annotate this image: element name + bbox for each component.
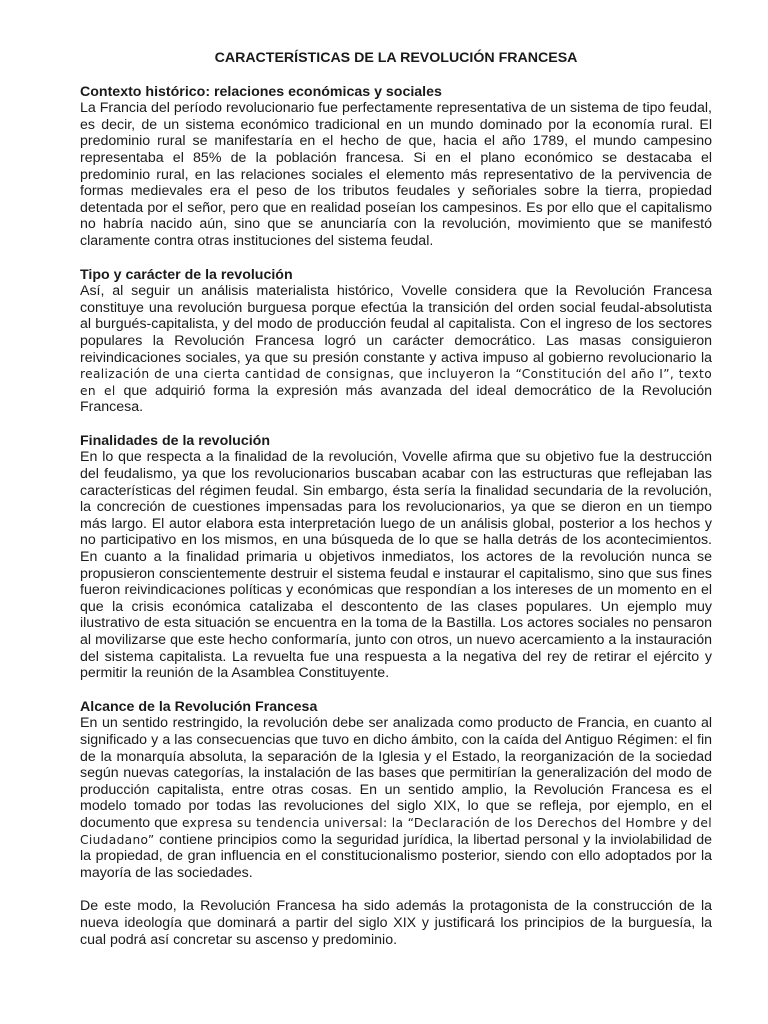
section-heading: Tipo y carácter de la revolución <box>80 266 293 283</box>
paragraph-text: que adquirió forma la expresión más avanzada del ideal democrático de la Revolución Francesa. <box>80 382 712 416</box>
section-paragraph <box>80 715 712 881</box>
section-paragraph <box>80 898 712 948</box>
paragraph-text-alt-font: realización de una cierta cantidad de consignas, que incluyeron la “Constitución del año I”, texto en el <box>80 367 712 398</box>
section-heading: Contexto histórico: relaciones económicas y sociales <box>80 83 442 100</box>
paragraph-text: En lo que respecta a la finalidad de la revolución, Vovelle afirma que su objetivo fue la destrucción del feudalismo, ya que los revolucionarios buscaban acabar con las estructuras que reflejaban las características del régimen feudal. Sin embargo, ésta sería la finalidad secundaria de la revolución, la concreción de cuestiones impensadas para los revolucionarios, ya que se dieron en un tiempo más largo. El autor elabora esta interpretación luego de un análisis global, posterior a los hechos y no participativo en los mismos, en una búsqueda de lo que se halla detrás de los acontecimientos. En cuanto a la finalidad primaria u objetivos inmediatos, los actores de la revolución nunca se propusieron conscientemente destruir el sistema feudal e instaurar el capitalismo, sino que sus fines fueron reivindicaciones políticas y económicas que respondían a los intereses de un momento en el que la crisis económica catalizaba el descontento de las clases populares. Un ejemplo muy ilustrativo de esta situación se encuentra en la toma de la Bastilla. Los actores sociales no pensaron al movilizarse que este hecho conformaría, junto con otros, un nuevo acercamiento a la instauración del sistema capitalista. La revuelta fue una respuesta a la negativa del rey de retirar el ejército y permitir la reunión de la Asamblea Constituyente. <box>80 449 712 682</box>
section-paragraph <box>80 449 712 681</box>
document-title: CARACTERÍSTICAS DE LA REVOLUCIÓN FRANCESA <box>214 50 578 66</box>
section-paragraph <box>80 100 712 249</box>
paragraph-text: La Francia del período revolucionario fue perfectamente representativa de un sistema de tipo feudal, es decir, de un sistema económico tradicional en un mundo dominado por la economía rural. El predominio rural se manifestaría en el hecho de que, hacia el año 1789, el mundo campesino representaba el 85% de la población francesa. Si en el plano económico se destacaba el predominio rural, en las relaciones sociales el elemento más representativo de la pervivencia de formas medievales era el peso de los tributos feudales y señoriales sobre la tierra, propiedad detentada por el señor, pero que en realidad poseían los campesinos. Es por ello que el capitalismo no habría nacido aún, sino que se anunciaría con la revolución, movimiento que se manifestó claramente contra otras instituciones del sistema feudal. <box>80 100 712 249</box>
section-heading: Finalidades de la revolución <box>80 432 271 449</box>
section-contexto-historico <box>80 84 712 250</box>
section-finalidades <box>80 433 712 682</box>
paragraph-text: contiene principios como la seguridad jurídica, la libertad personal y la inviolabilidad de la propiedad, de gran influencia en el constitucionalismo posterior, siendo con ello adoptados por la mayoría de las sociedades. <box>80 831 712 881</box>
paragraph-text: De este modo, la Revolución Francesa ha sido además la protagonista de la construcción de la nueva ideología que dominará a partir del siglo XIX y justificará los principios de la burguesía, la cual podrá así concretar su ascenso y predominio. <box>80 898 712 948</box>
section-heading: Alcance de la Revolución Francesa <box>80 698 318 715</box>
section-tipo-caracter <box>80 267 712 416</box>
document-page <box>80 50 712 965</box>
paragraph-text-alt-font: expresa su tendencia universal: la “Declaración de los Derechos del Hombre y del Ciudadano” <box>80 815 712 847</box>
section-alcance <box>80 699 712 882</box>
section-conclusion <box>80 898 712 948</box>
section-paragraph <box>80 283 712 416</box>
paragraph-text: En un sentido restringido, la revolución debe ser analizada como producto de Francia, en cuanto al significado y a las consecuencias que tuvo en dicho ámbito, con la caída del Antiguo Régimen: el fin de la monarquía absoluta, la separación de la Iglesia y el Estado, la reorganización de la sociedad según nuevas categorías, la instalación de las bases que permitirían la generalización del modo de producción capitalista, entre otras cosas. En un sentido amplio, la Revolución Francesa es el modelo tomado por todas las revoluciones del siglo XIX, lo que se refleja, por ejemplo, en el documento que <box>80 715 712 831</box>
paragraph-text: Así, al seguir un análisis materialista histórico, Vovelle considera que la Revolución Francesa constituye una revolución burguesa porque efectúa la transición del orden social feudal-absolutista al burgués-capitalista, y del modo de producción feudal al capitalista. Con el ingreso de los sectores populares la Revolución Francesa logró un carácter democrático. Las masas consiguieron reivindicaciones sociales, ya que su presión constante y activa impuso al gobierno revolucionario la <box>80 283 712 366</box>
